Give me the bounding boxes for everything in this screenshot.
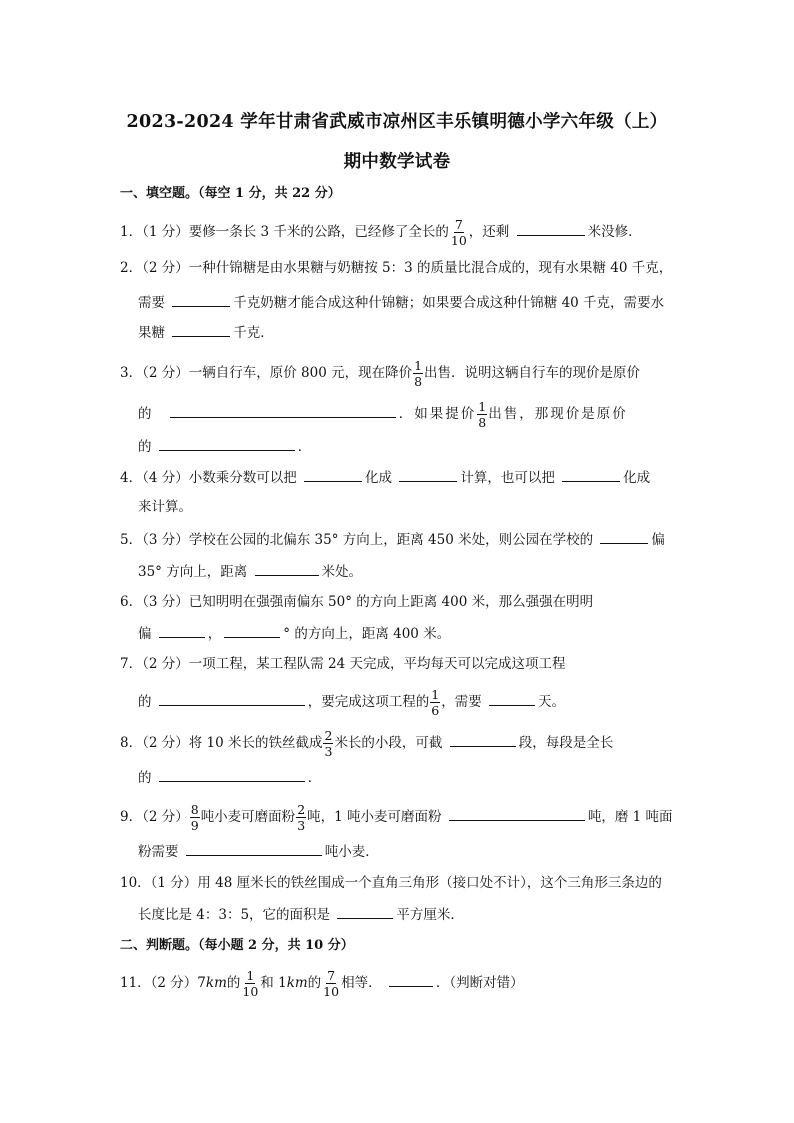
fraction: $\frac{1}{8}$	[478, 399, 487, 430]
question-3-line-2: 的 ．如果提价 $\frac{1}{8}$ 出售，那现价是原价	[138, 399, 628, 430]
answer-blank[interactable]	[159, 436, 295, 451]
question-10-line-1: 10．（1 分）用 48 厘米长的铁丝围成一个直角三角形（接口处不计），这个三角形三条边的	[120, 875, 662, 891]
question-2-line-2: 需要 千克奶糖才能合成这种什锦糖；如果要合成这种什锦糖 40 千克，需要水	[138, 292, 664, 313]
answer-blank[interactable]	[389, 972, 433, 987]
answer-blank[interactable]	[159, 691, 305, 706]
answer-blank[interactable]	[562, 467, 620, 482]
answer-blank[interactable]	[489, 691, 535, 706]
exam-title-line1: 2023-2024 学年甘肃省武威市凉州区丰乐镇明德小学六年级（上）	[126, 112, 668, 132]
question-5-line-1: 5．（3 分）学校在公园的北偏东 35° 方向上，距离 450 米处，则公园在学校的 偏	[120, 529, 665, 550]
question-8-line-2: 的 ．	[138, 767, 321, 788]
answer-blank[interactable]	[399, 467, 457, 482]
exam-title-line2: 期中数学试卷	[343, 152, 451, 172]
answer-blank[interactable]	[517, 221, 585, 236]
answer-blank[interactable]	[172, 292, 230, 307]
answer-blank[interactable]	[450, 732, 516, 747]
question-4-line-1: 4．（4 分）小数乘分数可以把 化成 计算，也可以把 化成	[120, 467, 650, 488]
question-2-line-1: 2．（2 分）一种什锦糖是由水果糖与奶糖按 5：3 的质量比混合成的，现有水果糖 40 千克，	[120, 260, 673, 276]
answer-blank[interactable]	[304, 467, 362, 482]
answer-blank[interactable]	[170, 403, 396, 418]
answer-blank[interactable]	[159, 767, 305, 782]
question-10-line-2: 长度比是 4：3：5，它的面积是 平方厘米．	[138, 904, 464, 925]
answer-blank[interactable]	[449, 806, 585, 821]
fraction: $\frac{1}{10}$	[242, 968, 259, 999]
section-fill-in-heading: 一、填空题。（每空 1 分，共 22 分）	[120, 186, 341, 201]
answer-blank[interactable]	[159, 623, 205, 638]
question-3-line-1: 3．（2 分）一辆自行车，原价 800 元，现在降价 $\frac{1}{8}$ 出售．说明这辆自行车的现价是原价	[120, 358, 641, 389]
fraction: $\frac{7}{10}$	[323, 968, 340, 999]
answer-blank[interactable]	[172, 322, 230, 337]
question-5-line-2: 35° 方向上，距离 米处。	[138, 561, 362, 582]
question-4-line-2: 来计算。	[138, 499, 192, 515]
answer-blank[interactable]	[224, 623, 280, 638]
question-9-line-2: 粉需要 吨小麦．	[138, 841, 379, 862]
fraction: $\frac{2}{3}$	[297, 802, 306, 833]
question-8-line-1: 8．（2 分）将 10 米长的铁丝截成 $\frac{2}{3}$ 米长的小段，可截 段，每段是全长	[120, 728, 614, 759]
question-6-line-1: 6．（3 分）已知明明在强强南偏东 50° 的方向上距离 400 米，那么强强在明明	[120, 594, 594, 610]
answer-blank[interactable]	[186, 841, 322, 856]
question-1: 1．（1 分）要修一条长 3 千米的公路，已经修了全长的 $\frac{7}{10}$ ，还剩 米没修．	[120, 217, 642, 248]
answer-blank[interactable]	[255, 561, 319, 576]
fraction: $\frac{7}{10}$	[450, 217, 467, 248]
question-6-line-2: 偏 ， ° 的方向上，距离 400 米。	[138, 623, 450, 644]
fraction: $\frac{2}{3}$	[324, 728, 333, 759]
question-2-line-3: 果糖 千克．	[138, 322, 274, 343]
question-3-line-3: 的 ．	[138, 436, 311, 457]
fraction: $\frac{8}{9}$	[190, 802, 199, 833]
question-11: 11．（2 分）7km的 $\frac{1}{10}$ 和 1km的 $\frac{7}{10}$ 相等． ．（判断对错）	[120, 968, 524, 999]
question-7-line-1: 7．（2 分）一项工程，某工程队需 24 天完成，平均每天可以完成这项工程	[120, 656, 566, 672]
fraction: $\frac{1}{8}$	[414, 358, 423, 389]
answer-blank[interactable]	[337, 904, 393, 919]
section-true-false-heading: 二、判断题。（每小题 2 分，共 10 分）	[120, 938, 354, 953]
fraction: $\frac{1}{6}$	[431, 687, 440, 718]
answer-blank[interactable]	[600, 529, 648, 544]
question-9-line-1: 9．（2 分） $\frac{8}{9}$ 吨小麦可磨面粉 $\frac{2}{3}$ 吨，1 吨小麦可磨面粉 吨，磨 1 吨面	[120, 802, 673, 833]
question-7-line-2: 的 ，要完成这项工程的 $\frac{1}{6}$ ，需要 天。	[138, 687, 566, 718]
